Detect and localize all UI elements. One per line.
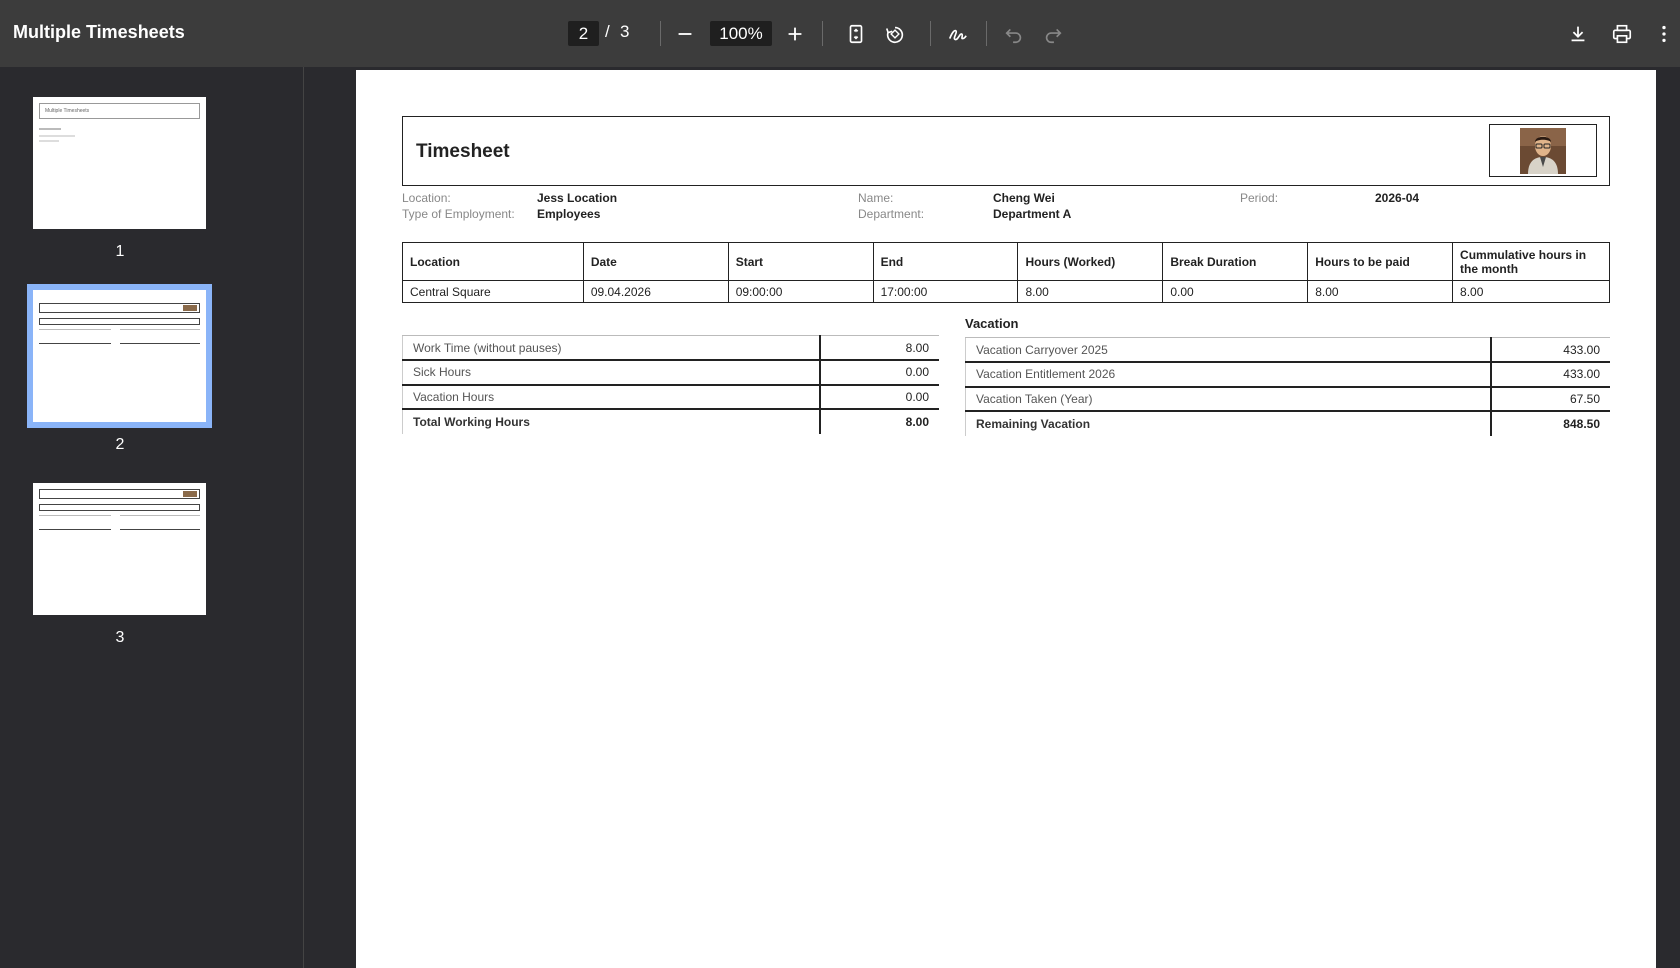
timesheet-table bbox=[402, 242, 1610, 303]
thumbnail-line bbox=[39, 128, 61, 130]
summary-label: Vacation Hours bbox=[403, 385, 821, 410]
undo-button[interactable] bbox=[998, 18, 1030, 50]
table-header-row bbox=[403, 243, 1610, 281]
fit-page-icon bbox=[845, 23, 867, 45]
page-thumbnail-2[interactable] bbox=[33, 290, 206, 422]
zoom-out-button[interactable] bbox=[669, 18, 701, 50]
person-portrait-icon bbox=[1520, 128, 1566, 174]
summary-label: Total Working Hours bbox=[403, 409, 821, 434]
meta-name-value: Cheng Wei bbox=[993, 191, 1055, 205]
meta-department bbox=[858, 207, 924, 221]
plus-icon bbox=[784, 23, 806, 45]
summary-value: 8.00 bbox=[820, 409, 939, 434]
zoom-in-button[interactable] bbox=[779, 18, 811, 50]
employee-photo bbox=[1489, 124, 1597, 177]
meta-location bbox=[402, 191, 451, 205]
undo-icon bbox=[1003, 23, 1025, 45]
meta-location-label: Location: bbox=[402, 191, 451, 205]
thumbnail-label: 2 bbox=[115, 436, 125, 453]
summary-total-row bbox=[403, 409, 940, 434]
thumbnail-heading: Multiple Timesheets bbox=[39, 103, 200, 119]
page-separator: / bbox=[605, 22, 610, 41]
vacation-title: Vacation bbox=[965, 316, 1019, 331]
meta-department-value-wrap bbox=[993, 207, 1071, 221]
fit-page-button[interactable] bbox=[840, 18, 872, 50]
download-icon bbox=[1567, 23, 1589, 45]
redo-icon bbox=[1042, 23, 1064, 45]
signature-icon bbox=[947, 23, 969, 45]
table-cell: 8.00 bbox=[1018, 281, 1163, 303]
table-cell: Central Square bbox=[403, 281, 584, 303]
thumbnail-summary bbox=[39, 329, 111, 344]
meta-name-value-wrap bbox=[993, 191, 1055, 205]
document-title: Multiple Timesheets bbox=[13, 22, 185, 42]
thumbnail-line bbox=[39, 135, 75, 137]
minus-icon bbox=[674, 23, 696, 45]
more-options-button[interactable] bbox=[1650, 18, 1678, 50]
summary-value: 0.00 bbox=[820, 385, 939, 410]
meta-period-value: 2026-04 bbox=[1375, 191, 1420, 205]
vacation-label: Vacation Entitlement 2026 bbox=[966, 362, 1492, 387]
meta-location-value-wrap bbox=[537, 191, 617, 205]
meta-period-label: Period: bbox=[1240, 191, 1279, 205]
vacation-value: 67.50 bbox=[1491, 387, 1610, 412]
annotate-button[interactable] bbox=[942, 18, 974, 50]
page-number-input[interactable]: 2 bbox=[568, 21, 599, 46]
toolbar bbox=[0, 0, 1680, 67]
table-cell: 8.00 bbox=[1453, 281, 1610, 303]
column-header: Date bbox=[583, 243, 728, 281]
redo-button[interactable] bbox=[1037, 18, 1069, 50]
vacation-value: 433.00 bbox=[1491, 362, 1610, 387]
timesheet-title: Timesheet bbox=[416, 141, 510, 162]
table-cell: 8.00 bbox=[1308, 281, 1453, 303]
summary-row bbox=[403, 360, 940, 385]
page-thumbnail-1[interactable] bbox=[33, 97, 206, 229]
column-header: Hours to be paid bbox=[1308, 243, 1453, 281]
meta-name bbox=[858, 191, 893, 205]
meta-location-value: Jess Location bbox=[537, 191, 618, 205]
thumbnail-sidebar bbox=[0, 67, 304, 968]
vacation-row bbox=[966, 362, 1611, 387]
hours-summary-table bbox=[402, 335, 939, 434]
toolbar-divider bbox=[930, 21, 931, 46]
thumbnail-vacation bbox=[120, 515, 200, 530]
thumbnail-table bbox=[39, 504, 200, 511]
table-cell: 09.04.2026 bbox=[583, 281, 728, 303]
meta-period bbox=[1240, 191, 1278, 205]
toolbar-divider bbox=[822, 21, 823, 46]
column-header: Hours (Worked) bbox=[1018, 243, 1163, 281]
column-header: Cummulative hours in the month bbox=[1453, 243, 1610, 281]
total-pages: 3 bbox=[620, 22, 630, 41]
summary-row bbox=[403, 336, 940, 361]
column-header: End bbox=[873, 243, 1018, 281]
vacation-row bbox=[966, 338, 1611, 363]
pdf-page bbox=[356, 70, 1656, 968]
summary-value: 8.00 bbox=[820, 336, 939, 361]
meta-name-label: Name: bbox=[858, 191, 894, 205]
table-cell: 09:00:00 bbox=[728, 281, 873, 303]
toolbar-divider bbox=[660, 21, 661, 46]
more-vert-icon bbox=[1653, 23, 1675, 45]
column-header: Break Duration bbox=[1163, 243, 1308, 281]
thumbnail-header bbox=[39, 303, 200, 313]
page-thumbnail-3[interactable] bbox=[33, 483, 206, 615]
print-button[interactable] bbox=[1606, 18, 1638, 50]
thumbnail-label: 3 bbox=[115, 629, 125, 646]
zoom-level-input[interactable]: 100% bbox=[710, 21, 772, 46]
summary-label: Work Time (without pauses) bbox=[403, 336, 821, 361]
meta-department-label: Department: bbox=[858, 207, 925, 221]
column-header: Start bbox=[728, 243, 873, 281]
meta-employment-value-wrap bbox=[537, 207, 600, 221]
vacation-label: Vacation Taken (Year) bbox=[966, 387, 1492, 412]
rotate-icon bbox=[884, 23, 906, 45]
meta-period-value-wrap bbox=[1375, 191, 1419, 205]
vacation-row bbox=[966, 387, 1611, 412]
summary-label: Sick Hours bbox=[403, 360, 821, 385]
thumbnail-header bbox=[39, 489, 200, 499]
column-header: Location bbox=[403, 243, 584, 281]
meta-department-value: Department A bbox=[993, 207, 1072, 221]
vacation-label: Remaining Vacation bbox=[966, 411, 1492, 436]
meta-employment bbox=[402, 207, 515, 221]
thumbnail-vacation bbox=[120, 329, 200, 344]
meta-employment-value: Employees bbox=[537, 207, 601, 221]
summary-row bbox=[403, 385, 940, 410]
table-cell: 17:00:00 bbox=[873, 281, 1018, 303]
meta-employment-label: Type of Employment: bbox=[402, 207, 515, 221]
thumbnail-line bbox=[39, 140, 59, 142]
document-viewer[interactable] bbox=[305, 67, 1680, 968]
vacation-value: 433.00 bbox=[1491, 338, 1610, 363]
thumbnail-logo bbox=[183, 305, 197, 311]
thumbnail-summary bbox=[39, 515, 111, 530]
thumbnail-label: 1 bbox=[115, 243, 125, 260]
thumbnail-logo bbox=[183, 491, 197, 497]
print-icon bbox=[1611, 23, 1633, 45]
table-cell: 0.00 bbox=[1163, 281, 1308, 303]
toolbar-divider bbox=[986, 21, 987, 46]
vacation-label: Vacation Carryover 2025 bbox=[966, 338, 1492, 363]
vacation-total-row bbox=[966, 411, 1611, 436]
vacation-table bbox=[965, 337, 1610, 436]
vacation-value: 848.50 bbox=[1491, 411, 1610, 436]
table-row bbox=[403, 281, 1610, 303]
rotate-button[interactable] bbox=[879, 18, 911, 50]
summary-value: 0.00 bbox=[820, 360, 939, 385]
timesheet-header bbox=[402, 116, 1610, 186]
thumbnail-table bbox=[39, 318, 200, 325]
download-button[interactable] bbox=[1562, 18, 1594, 50]
